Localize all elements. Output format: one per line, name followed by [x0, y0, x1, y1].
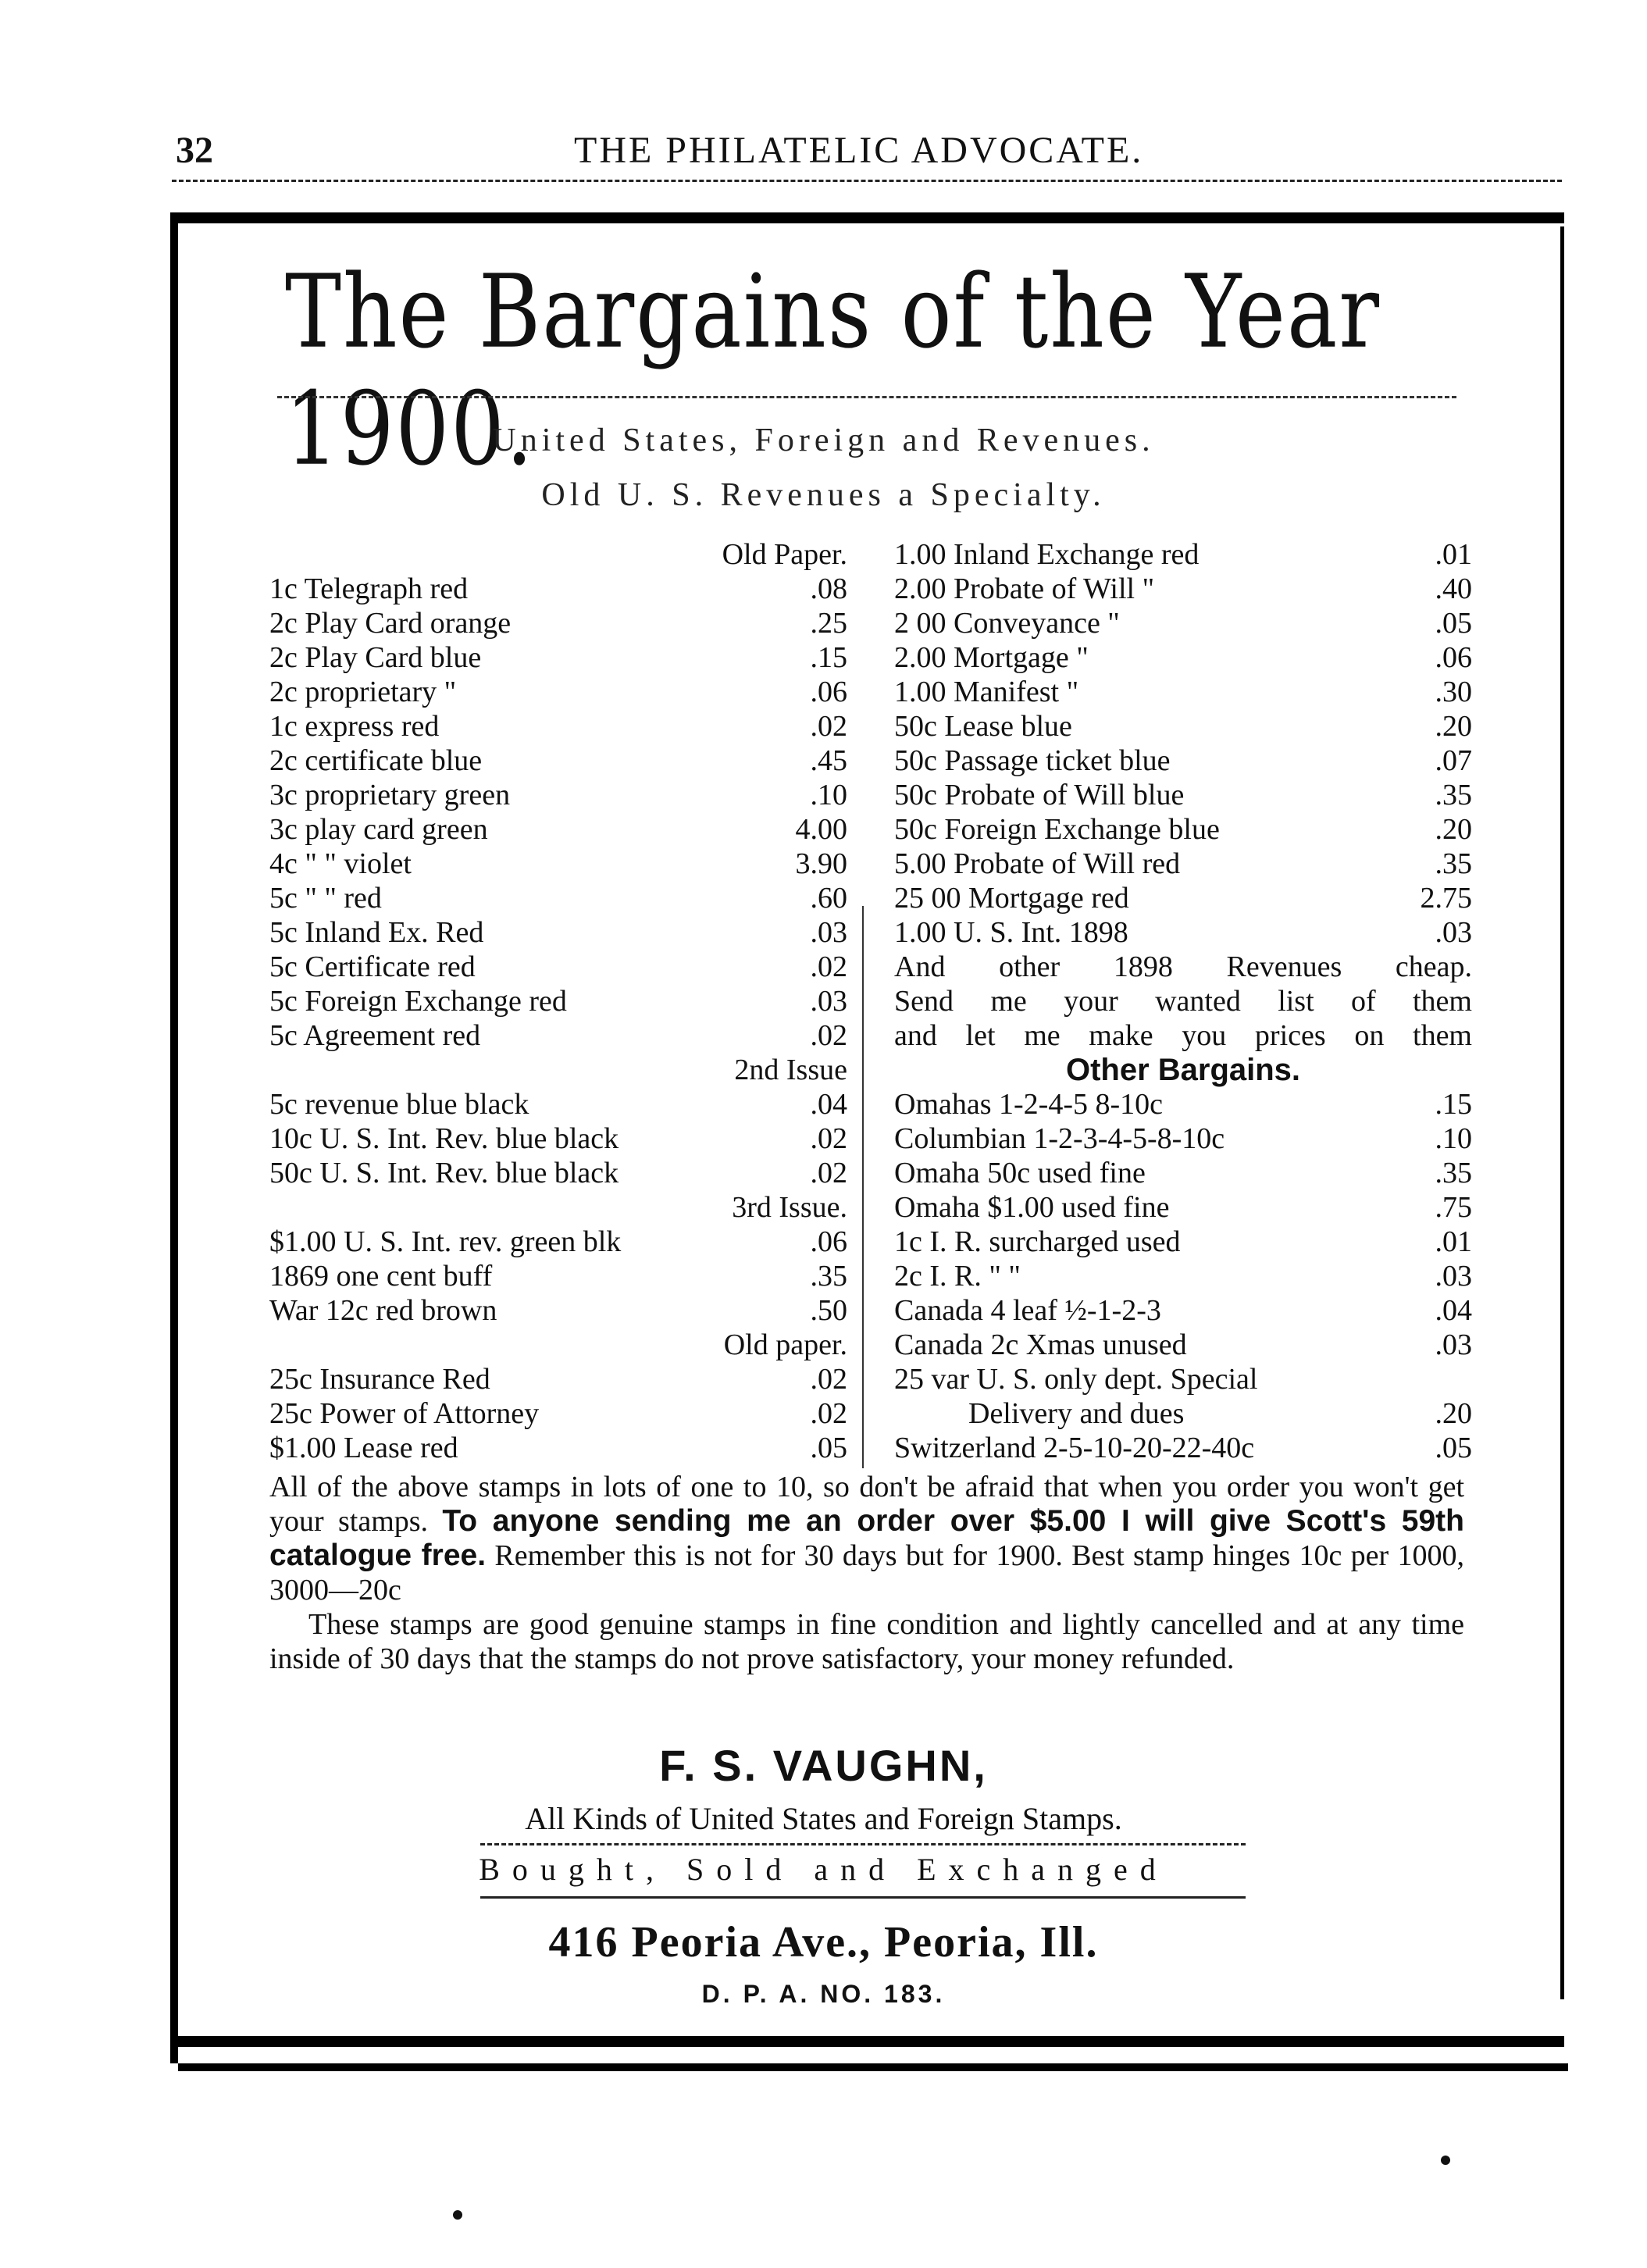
price-row [894, 1122, 1472, 1156]
stamp-price: .03 [810, 916, 847, 949]
price-row [894, 881, 1472, 915]
stamp-price: 2.75 [1420, 882, 1472, 915]
seller-address: 416 Peoria Ave., Peoria, Ill. [548, 1918, 1099, 1967]
closing-remember: Remember this is not for 30 days but for 1900. Best stamp hinges 10c per 1000, 3000—20c [269, 1539, 1464, 1606]
stamp-description: 5c Agreement red [269, 1019, 481, 1052]
price-row [269, 915, 847, 950]
seller-services: Bought, Sold and Exchanged [479, 1852, 1168, 1887]
stamp-price: .20 [1435, 813, 1472, 846]
price-row [894, 1328, 1472, 1362]
price-row [894, 1362, 1472, 1396]
closing-guarantee: These stamps are good genuine stamps in fine condition and lightly cancelled and at any time inside of 30 days that the stamps do not prove satisfactory, your money refunded. [269, 1608, 1464, 1675]
stamp-description: 2.00 Probate of Will " [894, 572, 1155, 605]
price-row [894, 812, 1472, 847]
stamp-description: Canada 4 leaf ½-1-2-3 [894, 1294, 1161, 1327]
stamp-price: .35 [1435, 779, 1472, 811]
stamp-description: $1.00 U. S. Int. rev. green blk [269, 1225, 622, 1258]
stamp-price: .05 [1435, 607, 1472, 640]
stamp-description: 1.00 Manifest " [894, 676, 1079, 708]
stamp-price: .02 [810, 1363, 847, 1396]
stamp-description: 25c Insurance Red [269, 1363, 490, 1396]
stamp-price: .75 [1435, 1191, 1472, 1224]
note-line: and let me make you prices on them [894, 1019, 1472, 1052]
price-row [269, 881, 847, 915]
stamp-price: .02 [810, 710, 847, 743]
price-row [269, 950, 847, 984]
note-line: Send me your wanted list of them [894, 985, 1472, 1018]
stamp-price: .10 [1435, 1122, 1472, 1155]
price-row [894, 1156, 1472, 1190]
stamp-description: 3c play card green [269, 813, 488, 846]
price-row [894, 709, 1472, 744]
section-heading [269, 1190, 847, 1225]
price-row [894, 915, 1472, 950]
stamp-price: .02 [810, 950, 847, 983]
stamp-description: 3c proprietary green [269, 779, 511, 811]
stamp-price: .40 [1435, 572, 1472, 605]
section-heading [269, 1053, 847, 1087]
price-row [894, 744, 1472, 778]
price-row [269, 1087, 847, 1122]
price-row [894, 778, 1472, 812]
ad-title: The Bargains of the Year 1900. [285, 254, 1381, 488]
closing-intro: All of the above stamps in lots of one to 10, so don't be afraid that when you order you won't get your stamps. [269, 1471, 1464, 1538]
header-rule [172, 180, 1562, 182]
price-row [894, 1190, 1472, 1225]
stamp-price: .01 [1435, 538, 1472, 571]
ink-speck [1441, 2156, 1450, 2165]
price-list-right [894, 537, 1472, 1465]
stamp-price: .30 [1435, 676, 1472, 708]
price-row [269, 1293, 847, 1328]
price-row [269, 1018, 847, 1053]
stamp-description: 1869 one cent buff [269, 1260, 493, 1293]
stamp-description: Omahas 1-2-4-5 8-10c [894, 1088, 1164, 1121]
stamp-description: 2c Play Card orange [269, 607, 512, 640]
price-list-left [269, 537, 847, 1465]
stamp-description: 2c I. R. " " [894, 1260, 1021, 1293]
stamp-price: .02 [810, 1019, 847, 1052]
seller-name: F. S. VAUGHN, [659, 1741, 988, 1790]
price-row [269, 1362, 847, 1396]
price-row [894, 1431, 1472, 1465]
frame-top-rule [170, 212, 1564, 223]
stamp-price: .15 [810, 641, 847, 674]
stamp-description: Delivery and dues [968, 1397, 1185, 1430]
stamp-description: Canada 2c Xmas unused [894, 1328, 1187, 1361]
stamp-description: Omaha 50c used fine [894, 1157, 1146, 1189]
stamp-price: .02 [810, 1157, 847, 1189]
journal-title: THE PHILATELIC ADVOCATE. [574, 130, 1144, 171]
price-row [269, 1259, 847, 1293]
stamp-price: .03 [1435, 1328, 1472, 1361]
stamp-description: 5c revenue blue black [269, 1088, 529, 1121]
stamp-price: .35 [810, 1260, 847, 1293]
note-line: And other 1898 Revenues cheap. [894, 950, 1472, 983]
price-row [269, 572, 847, 606]
stamp-price: 3.90 [795, 847, 847, 880]
stamp-description: 5c Inland Ex. Red [269, 916, 484, 949]
stamp-price: .20 [1435, 710, 1472, 743]
price-row [894, 675, 1472, 709]
column-divider [862, 906, 864, 1468]
stamp-price: .50 [810, 1294, 847, 1327]
price-row [894, 606, 1472, 640]
stamp-description: 1c I. R. surcharged used [894, 1225, 1181, 1258]
ad-subtitle-2: Old U. S. Revenues a Specialty. [541, 477, 1106, 513]
ad-subtitle-1: United States, Foreign and Revenues. [492, 423, 1155, 458]
section-heading-text: 3rd Issue. [732, 1191, 847, 1224]
stamp-description: War 12c red brown [269, 1294, 497, 1327]
stamp-price: .10 [810, 779, 847, 811]
closing-offer: To anyone sending me an order over $5.00 I will give Scott's 59th catalogue free. [269, 1504, 1464, 1572]
stamp-price: .15 [1435, 1088, 1472, 1121]
stamp-description: 25c Power of Attorney [269, 1397, 540, 1430]
stamp-price: 4.00 [795, 813, 847, 846]
price-row [269, 640, 847, 675]
price-row [269, 606, 847, 640]
stamp-description: 50c Probate of Will blue [894, 779, 1185, 811]
stamp-price: .03 [1435, 1260, 1472, 1293]
price-row [894, 1259, 1472, 1293]
stamp-price: .07 [1435, 744, 1472, 777]
stamp-price: .08 [810, 572, 847, 605]
stamp-price: .02 [810, 1122, 847, 1155]
price-row [269, 744, 847, 778]
title-rule [277, 396, 1456, 398]
stamp-description: 50c Passage ticket blue [894, 744, 1171, 777]
price-row [894, 1396, 1472, 1431]
stamp-description: Columbian 1-2-3-4-5-8-10c [894, 1122, 1225, 1155]
price-row [894, 572, 1472, 606]
stamp-description: 10c U. S. Int. Rev. blue black [269, 1122, 619, 1155]
stamp-description: 2 00 Conveyance " [894, 607, 1120, 640]
stamp-description: 5c Foreign Exchange red [269, 985, 567, 1018]
stamp-price: .35 [1435, 1157, 1472, 1189]
section-heading [269, 1328, 847, 1362]
stamp-price: .60 [810, 882, 847, 915]
closing-text [269, 1470, 1464, 1676]
stamp-description: 4c " " violet [269, 847, 412, 880]
price-row [894, 1293, 1472, 1328]
stamp-price: .06 [810, 1225, 847, 1258]
frame-bottom-rule [170, 2036, 1564, 2047]
stamp-price: .03 [810, 985, 847, 1018]
stamp-price: .04 [1435, 1294, 1472, 1327]
stamp-price: .04 [810, 1088, 847, 1121]
stamp-description: 2.00 Mortgage " [894, 641, 1089, 674]
stamp-price: .02 [810, 1397, 847, 1430]
price-row [269, 675, 847, 709]
stamp-description: 1c Telegraph red [269, 572, 469, 605]
price-row [894, 1225, 1472, 1259]
stamp-description: 2c certificate blue [269, 744, 483, 777]
stamp-description: 25 var U. S. only dept. Special [894, 1363, 1258, 1396]
stamp-description: 5.00 Probate of Will red [894, 847, 1181, 880]
price-row [269, 847, 847, 881]
stamp-description: 50c U. S. Int. Rev. blue black [269, 1157, 619, 1189]
stamp-price: .06 [810, 676, 847, 708]
stamp-price: .06 [1435, 641, 1472, 674]
stamp-price: .05 [1435, 1432, 1472, 1464]
stamp-description: 50c Lease blue [894, 710, 1072, 743]
stamp-price: .20 [1435, 1397, 1472, 1430]
stamp-price: .03 [1435, 916, 1472, 949]
subsection-heading: Other Bargains. [1065, 1053, 1301, 1087]
stamp-description: 2c Play Card blue [269, 641, 482, 674]
price-row [894, 537, 1472, 572]
price-row [269, 778, 847, 812]
price-row [269, 984, 847, 1018]
ink-speck [453, 2210, 462, 2220]
stamp-description: 1.00 Inland Exchange red [894, 538, 1200, 571]
price-row [269, 1156, 847, 1190]
price-row [894, 640, 1472, 675]
stamp-price: .25 [810, 607, 847, 640]
seller-line: All Kinds of United States and Foreign Stamps. [525, 1801, 1122, 1836]
running-head [0, 129, 1647, 176]
price-row [894, 847, 1472, 881]
stamp-price: .01 [1435, 1225, 1472, 1258]
price-row [894, 1087, 1472, 1122]
price-row [269, 1396, 847, 1431]
seller-member-number: D. P. A. NO. 183. [701, 1980, 946, 2008]
stamp-price: .45 [810, 744, 847, 777]
section-heading-text: 2nd Issue [734, 1054, 847, 1086]
stamp-description: 1.00 U. S. Int. 1898 [894, 916, 1128, 949]
stamp-description: 25 00 Mortgage red [894, 882, 1129, 915]
price-row [269, 709, 847, 744]
stamp-description: $1.00 Lease red [269, 1432, 458, 1464]
seller-rule-2 [480, 1896, 1246, 1899]
frame-bottom-rule-2 [178, 2063, 1568, 2071]
stamp-price: .35 [1435, 847, 1472, 880]
page-number: 32 [176, 130, 213, 171]
stamp-price: .05 [810, 1432, 847, 1464]
price-row [269, 1431, 847, 1465]
seller-rule-1 [480, 1843, 1246, 1845]
stamp-description: 5c " " red [269, 882, 382, 915]
section-heading-text: Old Paper. [722, 538, 847, 571]
price-row [269, 1122, 847, 1156]
stamp-description: 2c proprietary " [269, 676, 457, 708]
price-row [269, 1225, 847, 1259]
stamp-description: 1c express red [269, 710, 440, 743]
stamp-description: 5c Certificate red [269, 950, 476, 983]
stamp-description: Omaha $1.00 used fine [894, 1191, 1170, 1224]
section-heading-text: Old paper. [723, 1328, 847, 1361]
stamp-description: Switzerland 2-5-10-20-22-40c [894, 1432, 1255, 1464]
stamp-description: 50c Foreign Exchange blue [894, 813, 1220, 846]
section-heading [269, 537, 847, 572]
price-row [269, 812, 847, 847]
